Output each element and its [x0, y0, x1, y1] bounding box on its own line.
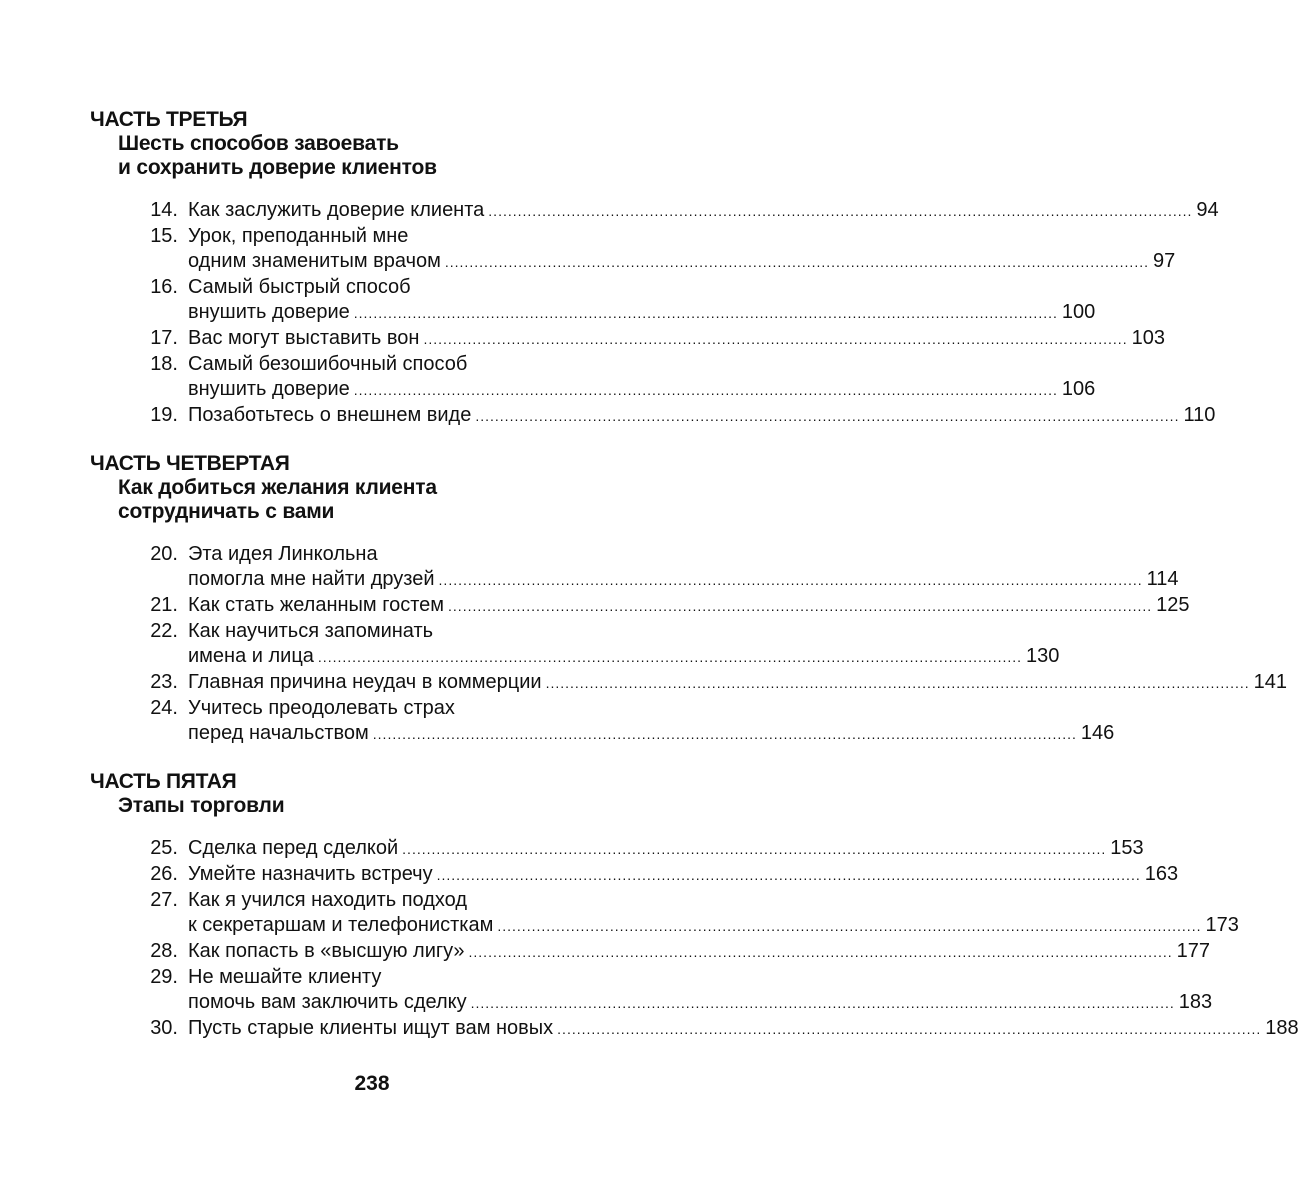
dot-leader	[488, 199, 1192, 224]
chapter-page: 97	[1152, 250, 1176, 272]
dot-leader	[546, 671, 1250, 696]
dot-leader	[373, 722, 1077, 747]
chapter-title-line	[188, 224, 1175, 249]
chapter-page: 100	[1061, 301, 1096, 323]
chapter-title-text: Учитесь преодолевать страх	[188, 697, 455, 719]
chapter-title-text: Вас могут выставить вон	[188, 327, 420, 349]
dot-leader	[354, 301, 1058, 326]
chapter-title-line	[188, 403, 1215, 429]
part-label: ЧАСТЬ ПЯТАЯ	[90, 770, 237, 793]
chapter-body	[188, 862, 1178, 888]
chapter-page: 106	[1061, 378, 1096, 400]
chapter-number: 23.	[150, 671, 178, 693]
part-title-line: и сохранить доверие клиентов	[118, 156, 437, 179]
chapter-number: 20.	[150, 543, 178, 565]
chapter-title-text: Позаботьтесь о внешнем виде	[188, 404, 472, 426]
chapter-body	[188, 888, 1239, 939]
chapter-title-text: имена и лица	[188, 645, 314, 667]
chapter-body	[188, 198, 1219, 224]
chapter-title-line	[188, 352, 1095, 377]
chapter-title-line	[188, 300, 1095, 326]
chapter-entry	[90, 1016, 1299, 1042]
part-label: ЧАСТЬ ТРЕТЬЯ	[90, 108, 248, 131]
chapter-entry	[90, 542, 1179, 593]
dot-leader	[471, 991, 1175, 1016]
chapter-entry	[90, 619, 1060, 670]
chapter-title-line	[188, 836, 1144, 862]
chapter-body	[188, 939, 1210, 965]
chapter-page: 125	[1156, 594, 1190, 616]
chapter-title-line	[188, 542, 1179, 567]
chapter-title-line	[188, 913, 1239, 939]
chapter-number: 14.	[150, 199, 178, 221]
chapter-page: 163	[1144, 863, 1179, 885]
chapter-list	[90, 198, 1219, 429]
page-number: 238	[354, 1072, 390, 1095]
chapter-body	[188, 542, 1179, 593]
part-section	[90, 770, 1299, 1042]
chapter-title-line	[188, 377, 1095, 403]
dot-leader	[318, 645, 1022, 670]
part-title-line: Как добиться желания клиента	[118, 476, 437, 499]
dot-leader	[448, 594, 1152, 619]
chapter-title-text: Как попасть в «высшую лигу»	[188, 940, 465, 962]
chapter-title-text: одним знаменитым врачом	[188, 250, 441, 272]
chapter-title-text: Умейте назначить встречу	[188, 863, 433, 885]
chapter-number: 27.	[150, 889, 178, 911]
chapter-page: 141	[1253, 671, 1288, 693]
chapter-number: 21.	[150, 594, 178, 616]
chapter-entry	[90, 888, 1239, 939]
chapter-page: 146	[1080, 722, 1115, 744]
chapter-title-text: к секретаршам и телефонисткам	[188, 914, 494, 936]
chapter-title-text: Сделка перед сделкой	[188, 837, 399, 859]
chapter-page: 183	[1178, 991, 1213, 1013]
chapter-entry	[90, 862, 1179, 888]
chapter-body	[188, 403, 1215, 429]
chapter-title-line	[188, 670, 1287, 696]
chapter-title-text: Пусть старые клиенты ищут вам новых	[188, 1017, 554, 1039]
chapter-page: 188	[1265, 1017, 1299, 1039]
chapter-title-text: внушить доверие	[188, 378, 350, 400]
chapter-number: 24.	[150, 697, 178, 719]
chapter-number: 25.	[150, 837, 178, 859]
chapter-title-line	[188, 198, 1219, 224]
chapter-number: 28.	[150, 940, 178, 962]
chapter-number: 19.	[150, 404, 178, 426]
chapter-page: 173	[1205, 914, 1239, 936]
chapter-title-line	[188, 862, 1178, 888]
chapter-title-text: внушить доверие	[188, 301, 350, 323]
chapter-entry	[90, 403, 1216, 429]
chapter-body	[188, 352, 1095, 403]
chapter-entry	[90, 696, 1115, 747]
part-section	[90, 108, 1219, 429]
chapter-entry	[90, 670, 1288, 696]
chapter-body	[188, 619, 1059, 670]
chapter-title-line	[188, 326, 1165, 352]
part-title-line: Шесть способов завоевать	[118, 132, 399, 155]
chapter-entry	[90, 593, 1190, 619]
chapter-title-line	[188, 990, 1212, 1016]
chapter-entry	[90, 326, 1165, 352]
chapter-number: 17.	[150, 327, 178, 349]
dot-leader	[557, 1017, 1261, 1042]
part-title-line: Этапы торговли	[118, 794, 285, 817]
chapter-number: 30.	[150, 1017, 178, 1039]
chapter-title-text: Как научиться запоминать	[188, 620, 434, 642]
chapter-title-line	[188, 888, 1239, 913]
chapter-number: 26.	[150, 863, 178, 885]
chapter-number: 16.	[150, 276, 178, 298]
dot-leader	[354, 378, 1058, 403]
chapter-body	[188, 224, 1175, 275]
chapter-page: 177	[1176, 940, 1210, 962]
dot-leader	[402, 837, 1106, 862]
chapter-list	[90, 836, 1299, 1042]
chapter-body	[188, 836, 1144, 862]
dot-leader	[445, 250, 1149, 275]
chapter-title-text: Урок, преподанный мне	[188, 225, 409, 247]
chapter-body	[188, 1016, 1299, 1042]
chapter-title-line	[188, 275, 1095, 300]
part-title-line: сотрудничать с вами	[118, 500, 335, 523]
chapter-body	[188, 965, 1212, 1016]
chapter-title-line	[188, 721, 1114, 747]
chapter-page: 114	[1146, 568, 1179, 590]
chapter-body	[188, 696, 1114, 747]
chapter-title-text: Как заслужить доверие клиента	[188, 199, 485, 221]
chapter-title-text: Не мешайте клиенту	[188, 966, 382, 988]
chapter-title-line	[188, 593, 1190, 619]
chapter-entry	[90, 275, 1096, 326]
dot-leader	[497, 914, 1201, 939]
chapter-entry	[90, 352, 1096, 403]
chapter-body	[188, 593, 1190, 619]
chapter-title-text: Самый безошибочный способ	[188, 353, 468, 375]
chapter-entry	[90, 939, 1210, 965]
part-label: ЧАСТЬ ЧЕТВЕРТАЯ	[90, 452, 290, 475]
chapter-title-text: помогла мне найти друзей	[188, 568, 435, 590]
chapter-number: 29.	[150, 966, 178, 988]
chapter-list	[90, 542, 1288, 747]
chapter-title-line	[188, 939, 1210, 965]
chapter-page: 94	[1196, 199, 1219, 221]
chapter-number: 15.	[150, 225, 178, 247]
chapter-body	[188, 326, 1165, 352]
chapter-title-line	[188, 965, 1212, 990]
chapter-title-text: помочь вам заключить сделку	[188, 991, 467, 1013]
chapter-body	[188, 670, 1287, 696]
chapter-entry	[90, 965, 1213, 1016]
chapter-title-text: Эта идея Линкольна	[188, 543, 378, 565]
chapter-entry	[90, 224, 1176, 275]
chapter-entry	[90, 836, 1144, 862]
chapter-title-line	[188, 696, 1114, 721]
chapter-title-line	[188, 619, 1059, 644]
chapter-title-text: Как стать желанным гостем	[188, 594, 445, 616]
chapter-entry	[90, 198, 1219, 224]
dot-leader	[469, 940, 1173, 965]
chapter-title-line	[188, 567, 1179, 593]
chapter-title-line	[188, 249, 1175, 275]
chapter-number: 22.	[150, 620, 178, 642]
chapter-page: 153	[1110, 837, 1144, 859]
dot-leader	[423, 327, 1127, 352]
chapter-title-text: перед начальством	[188, 722, 369, 744]
dot-leader	[437, 863, 1141, 888]
chapter-title-line	[188, 1016, 1299, 1042]
chapter-title-text: Главная причина неудач в коммерции	[188, 671, 542, 693]
dot-leader	[475, 404, 1179, 429]
chapter-title-text: Как я учился находить подход	[188, 889, 468, 911]
chapter-title-line	[188, 644, 1059, 670]
dot-leader	[439, 568, 1143, 593]
part-section	[90, 452, 1288, 747]
chapter-page: 130	[1026, 645, 1060, 667]
chapter-page: 110	[1183, 404, 1216, 426]
chapter-page: 103	[1131, 327, 1165, 349]
chapter-title-text: Самый быстрый способ	[188, 276, 411, 298]
chapter-number: 18.	[150, 353, 178, 375]
chapter-body	[188, 275, 1095, 326]
